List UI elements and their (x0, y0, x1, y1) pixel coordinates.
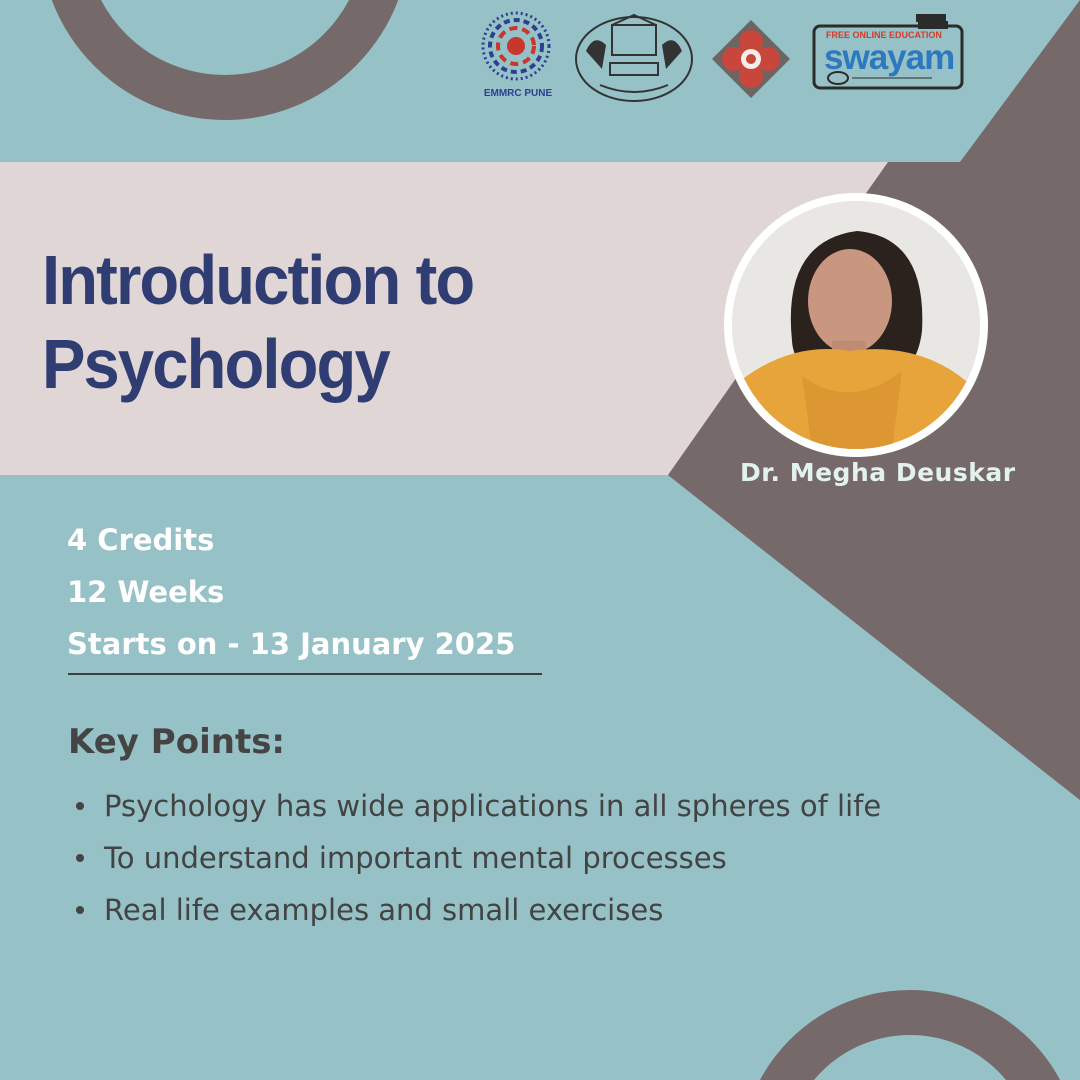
emmrc-logo (476, 8, 556, 108)
divider-line (68, 673, 542, 675)
course-title-line1: Introduction to (42, 241, 474, 319)
course-credits: 4 Credits (67, 523, 215, 557)
bullet-icon (76, 854, 84, 862)
key-point-text: To understand important mental processes (104, 841, 727, 875)
partner-logos (470, 8, 970, 108)
emmrc-emblem-icon (476, 8, 556, 88)
key-point-text: Psychology has wide applications in all spheres of life (104, 789, 882, 823)
list-item (70, 884, 881, 936)
course-start-date: Starts on - 13 January 2025 (67, 627, 516, 661)
key-points-list (70, 780, 881, 936)
instructor-photo (732, 201, 980, 449)
bullet-icon (76, 906, 84, 914)
list-item (70, 780, 881, 832)
emmrc-label: EMMRC PUNE (483, 88, 553, 99)
instructor-portrait-icon (732, 201, 980, 449)
swayam-tagline: FREE ONLINE EDUCATION (826, 30, 942, 40)
course-details (67, 520, 515, 676)
key-points-heading: Key Points: (68, 722, 286, 762)
flower-emblem (710, 18, 792, 100)
key-point-text: Real life examples and small exercises (104, 893, 664, 927)
flower-emblem-icon (710, 18, 792, 100)
course-duration: 12 Weeks (67, 575, 225, 609)
course-title-line2: Psychology (42, 325, 389, 403)
instructor-name: Dr. Megha Deuskar (740, 458, 1016, 487)
list-item (70, 832, 881, 884)
bullet-icon (76, 802, 84, 810)
course-title (42, 238, 473, 406)
swayam-logo (812, 12, 964, 96)
swayam-wordmark: swayam (824, 38, 955, 77)
university-emblem (572, 11, 696, 105)
university-crest-icon (572, 11, 696, 105)
